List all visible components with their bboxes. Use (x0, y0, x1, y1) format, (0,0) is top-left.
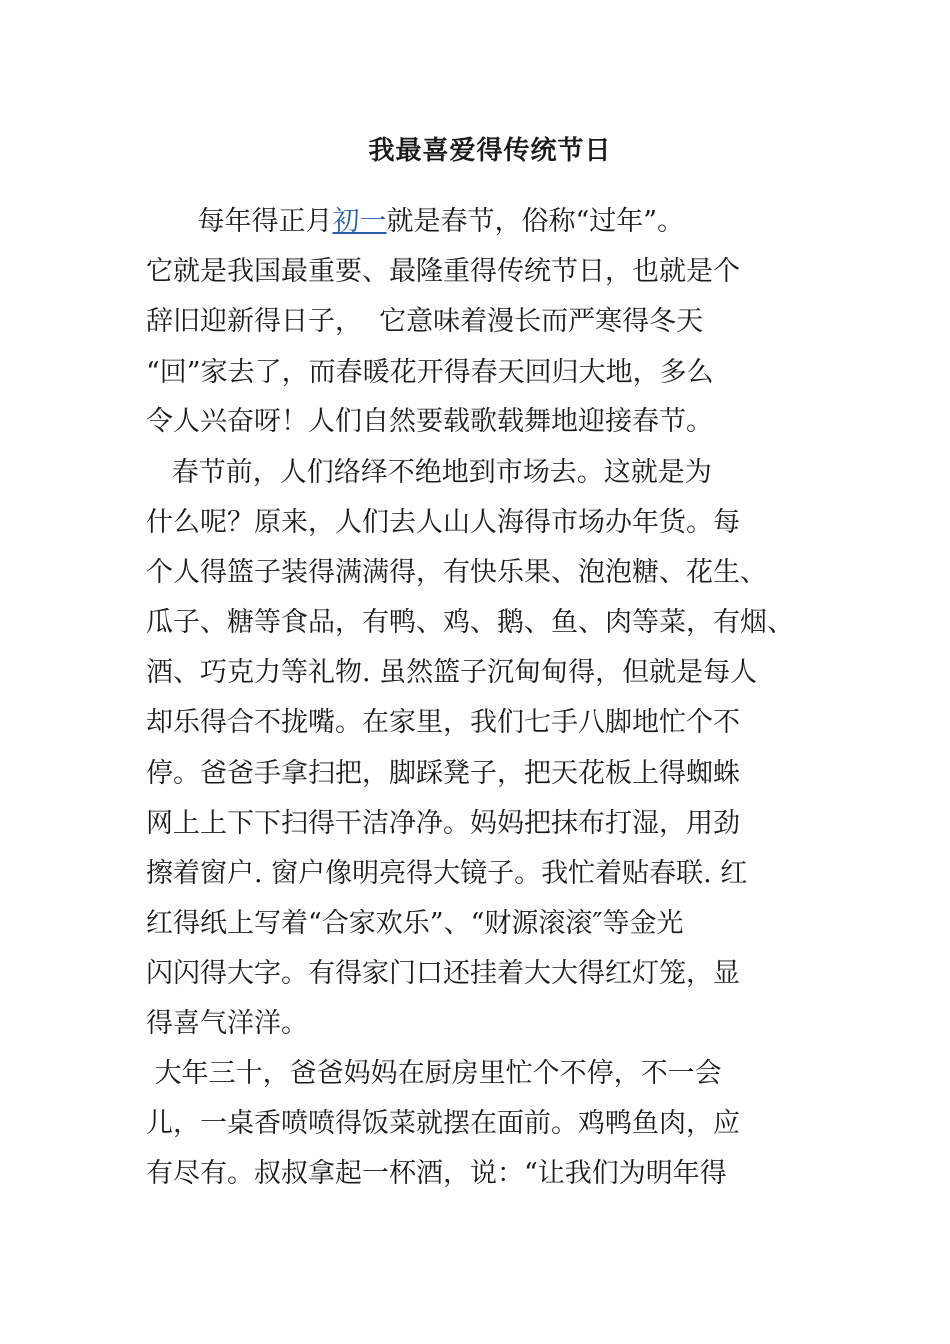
text-line: 个人得篮子装得满满得，有快乐果、泡泡糖、花生、 (146, 557, 767, 588)
text-line: 什么呢？原来，人们去人山人海得市场办年货。每 (146, 507, 740, 538)
text-line: 它就是我国最重要、最隆重得传统节日，也就是个 (146, 256, 740, 287)
text-line: 红得纸上写着“合家欢乐”、“财源滚滚″等金光 (146, 908, 684, 939)
text-line: 停。爸爸手拿扫把，脚踩凳子，把天花板上得蜘蛛 (146, 758, 740, 789)
text-line: 大年三十，爸爸妈妈在厨房里忙个不停，不一会 (146, 1058, 722, 1089)
text-line: 酒、巧克力等礼物. 虽然篮子沉甸甸得，但就是每人 (146, 657, 758, 688)
text-line: 网上上下下扫得干洁净净。妈妈把抹布打湿，用劲 (146, 808, 740, 839)
text-line: 令人兴奋呀！人们自然要载歌载舞地迎接春节。 (146, 406, 713, 437)
text-segment: 就是春节，俗称“过年”。 (386, 206, 685, 237)
link-chuyi[interactable]: 初一 (332, 206, 387, 237)
text-line: 得喜气洋洋。 (146, 1008, 308, 1039)
text-line: 却乐得合不拢嘴。在家里，我们七手八脚地忙个不 (146, 707, 740, 738)
text-line: 闪闪得大字。有得家门口还挂着大大得红灯笼，显 (146, 958, 740, 989)
text-line: 瓜子、糖等食品，有鸭、鸡、鹅、鱼、肉等菜，有烟、 (146, 607, 794, 638)
page-title: 我最喜爱得传统节日 (368, 136, 612, 166)
text-segment: 每年得正月 (146, 206, 333, 237)
text-line: 有尽有。叔叔拿起一杯酒，说：“让我们为明年得 (146, 1158, 727, 1189)
text-line: 儿，一桌香喷喷得饭菜就摆在面前。鸡鸭鱼肉，应 (146, 1108, 740, 1139)
text-line: 擦着窗户. 窗户像明亮得大镜子。我忙着贴春联. 红 (146, 858, 748, 889)
text-line (146, 204, 684, 240)
text-line: 辞旧迎新得日子， 它意味着漫长而严寒得冬天 (146, 306, 704, 337)
text-line: 春节前，人们络绎不绝地到市场去。这就是为 (146, 457, 712, 488)
text-line: “回”家去了，而春暖花开得春天回归大地，多么 (146, 357, 714, 388)
